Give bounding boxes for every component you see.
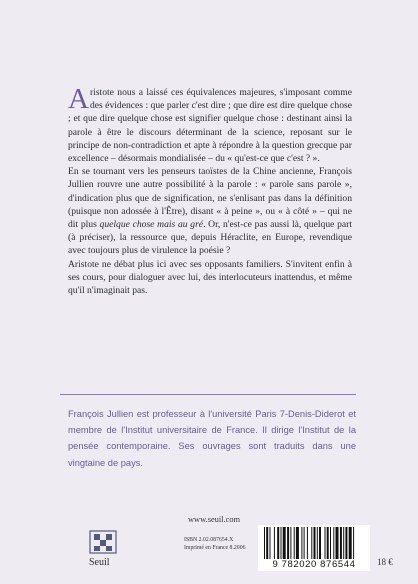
barcode-bar [301, 527, 302, 559]
barcode-bar [333, 527, 334, 559]
blurb-paragraph-2: En se tournant vers les penseurs taoïstes de la Chine ancienne, François Jullien rouvre une autre possibilité à la parole : « parole sans parole », d'indication plus que de signification, ne s'enlisant pas dans la définition (puisque non adossée à l'Être), disant « à peine », ou « à côté » – qui ne dit plus quelque chose mais au gré. Or, n'est-ce pas aussi là, quelque part (à préciser), la ressource que, depuis Héraclite, en Europe, revendique avec toujours plus de virulence la poésie ? [68, 166, 352, 257]
barcode-bar [277, 527, 279, 559]
blurb-paragraph-1: Aristote nous a laissé ces équivalences majeures, s'imposant comme des évidences : que parler c'est dire ; que dire est dire quelque chose ; et que dire quelque chose est signifier quelque chose : destinant ainsi la parole à être le discours déterminant de la science, reposant sur le principe de non-contradiction et apte à répondre à la question grecque par excellence – désormais mondialisée – du « qu'est-ce que c'est ? ». [68, 83, 352, 165]
barcode-bar [304, 527, 305, 559]
italic-phrase-2: au gré [177, 219, 204, 231]
barcode-bar [287, 527, 289, 559]
barcode-bar [349, 527, 352, 559]
barcode-bar [311, 527, 312, 559]
publisher-name: Seuil [89, 557, 110, 568]
barcode-bar [294, 527, 295, 559]
barcode-bar [290, 527, 291, 559]
barcode-bar [317, 527, 318, 559]
barcode-bar [353, 527, 354, 559]
barcode-bar [270, 527, 271, 559]
barcode-bar [340, 527, 342, 559]
barcode-bar [266, 527, 268, 559]
seuil-logo-icon [88, 528, 118, 556]
blurb-paragraph-3: Aristote ne débat plus ici avec ses opposants familiers. S'invitent enfin à ses cours, pour dialoguer avec lui, des interlocuteurs inattendus, et même qu'il n'imaginait pas. [68, 258, 352, 297]
barcode-bar [343, 527, 344, 559]
barcode-bar [283, 527, 286, 559]
website-url: www.seuil.com [188, 515, 241, 524]
barcode-bar [274, 527, 275, 559]
barcode-bar [345, 527, 347, 559]
barcode-icon [258, 527, 370, 561]
isbn-number: ISBN 2.02.087654.X [184, 537, 234, 543]
barcode-digits: 9 782020 876544 [258, 559, 370, 571]
drop-cap: A [68, 83, 89, 115]
blurb-text [68, 83, 352, 297]
barcode-bar [336, 527, 339, 559]
isbn-block [184, 536, 246, 552]
barcode-bar [281, 527, 282, 559]
barcode-bar [296, 527, 299, 559]
barcode-bar [314, 527, 316, 559]
barcode-bar [319, 527, 321, 559]
author-bio: François Jullien est professeur à l'université Paris 7-Denis-Diderot et membre de l'Institut universitaire de France. Il dirige l'Institut de la pensée contemporaine. Ses ouvrages sont traduits dans une vingtaine de pays. [68, 409, 356, 468]
italic-phrase-1: quelque chose [99, 219, 155, 231]
print-info: Imprimé en France 8.2006 [184, 545, 246, 551]
divider-rule [60, 394, 356, 395]
barcode-bar [330, 527, 331, 559]
barcode-bar [325, 527, 326, 559]
barcode-bar [327, 527, 329, 559]
barcode-bar [264, 527, 265, 559]
italic-connector: mais [154, 219, 178, 231]
barcode-bar [307, 527, 308, 559]
price: 18 € [377, 557, 393, 567]
